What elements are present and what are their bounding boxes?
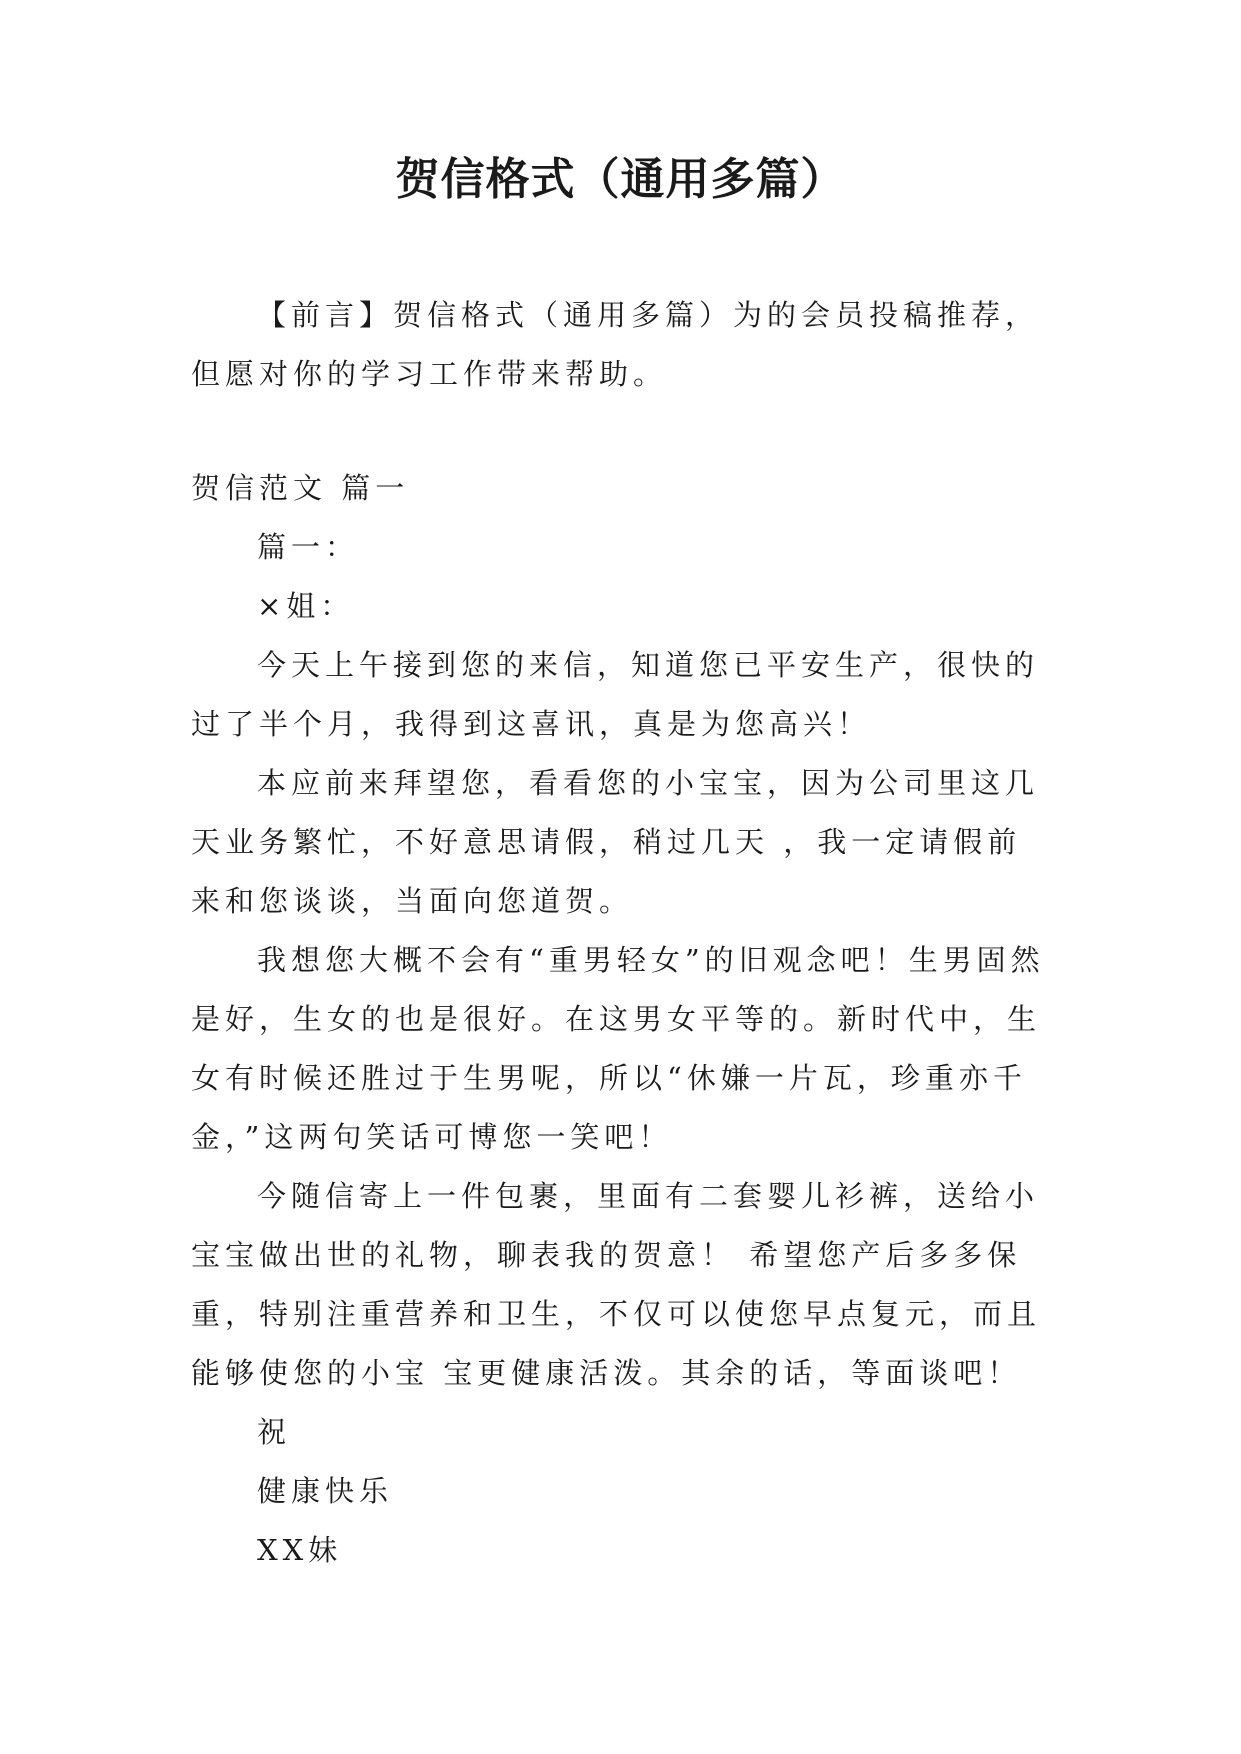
closing-wish: 祝 xyxy=(257,1415,292,1449)
body-paragraph-1: 今天上午接到您的来信，知道您已平安生产，很快的过了半个月，我得到这喜讯，真是为您高兴！ xyxy=(191,648,1040,741)
signature: XX妹 xyxy=(257,1533,343,1567)
section-heading: 贺信范文 篇一 xyxy=(191,471,410,505)
body-paragraph-3: 我想您大概不会有“重男轻女”的旧观念吧！生男固然是好，生女的也是很好。在这男女平等的。新时代中，生女有时候还胜过于生男呢，所以“休嫌一片瓦，珍重亦千金，”这两句笑话可博您一笑吧！ xyxy=(191,943,1045,1154)
preface-paragraph: 【前言】贺信格式（通用多篇）为的会员投稿推荐，但愿对你的学习工作带来帮助。 xyxy=(191,298,1040,391)
document-title: 贺信格式（通用多篇） xyxy=(395,154,846,205)
spacer xyxy=(191,404,1051,459)
body-paragraph-2: 本应前来拜望您，看看您的小宝宝，因为公司里这几天业务繁忙，不好意思请假，稍过几天 ，我一定请假前来和您谈谈，当面向您道贺。 xyxy=(191,766,1040,918)
closing-blessing: 健康快乐 xyxy=(257,1474,394,1508)
document-body xyxy=(191,286,1051,1580)
salutation: ×姐： xyxy=(257,589,355,623)
body-paragraph-4: 今随信寄上一件包裹，里面有二套婴儿衫裤，送给小宝宝做出世的礼物，聊表我的贺意！ 希望您产后多多保重，特别注重营养和卫生，不仅可以使您早点复元，而且能够使您的小宝 宝更健康活泼。其余的话，等面谈吧！ xyxy=(191,1179,1042,1390)
part-label: 篇一： xyxy=(257,530,360,564)
